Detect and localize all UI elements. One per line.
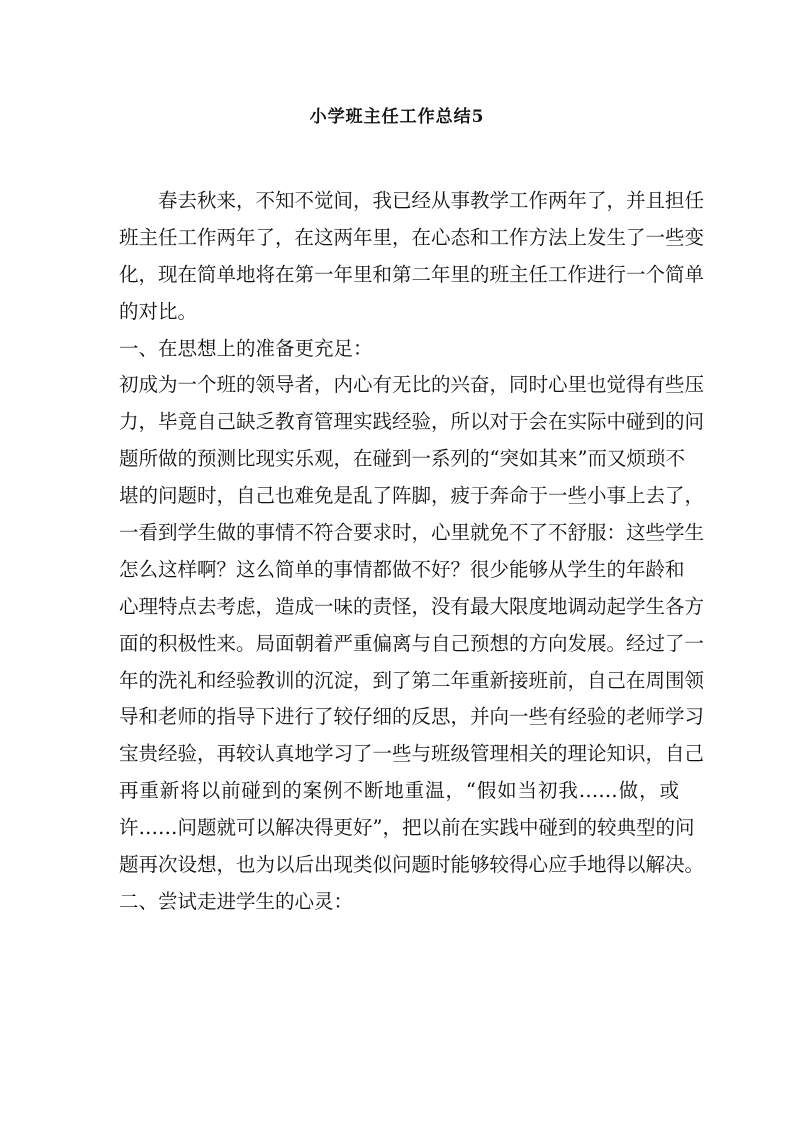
body-line: 导和老师的指导下进行了较仔细的反思，并向一些有经验的老师学习 (119, 705, 705, 729)
body-line: 堪的问题时，自己也难免是乱了阵脚，疲于奔命于一些小事上去了， (119, 484, 705, 508)
body-line: 许……问题就可以解决得更好”，把以前在实践中碰到的较典型的问 (119, 816, 695, 840)
paragraph-first-line: 春去秋来，不知不觉间，我已经从事教学工作两年了，并且担任 (158, 189, 705, 212)
body-line-short: 一、在思想上的准备更充足： (119, 336, 373, 360)
document-body (119, 183, 705, 921)
body-line-short: 二、尝试走进学生的心灵： (119, 889, 354, 913)
body-line-short: 的对比。 (119, 299, 198, 323)
body-line: 班主任工作两年了，在这两年里，在心态和工作方法上发生了一些变 (119, 225, 705, 249)
body-line: 初成为一个班的领导者，内心有无比的兴奋，同时心里也觉得有些压 (119, 373, 705, 397)
body-line: 题所做的预测比现实乐观，在碰到一系列的“突如其来”而又烦琐不 (119, 447, 685, 471)
body-line: 题再次设想，也为以后出现类似问题时能够较得心应手地得以解决。 (119, 853, 705, 877)
body-line: 一看到学生做的事情不符合要求时，心里就免不了不舒服：这些学生 (119, 521, 705, 545)
body-line: 面的积极性来。局面朝着严重偏离与自己预想的方向发展。经过了一 (119, 631, 705, 655)
body-line: 心理特点去考虑，造成一味的责怪，没有最大限度地调动起学生各方 (119, 594, 705, 618)
body-line: 化，现在简单地将在第一年里和第二年里的班主任工作进行一个简单 (119, 262, 705, 286)
body-line: 年的洗礼和经验教训的沉淀，到了第二年重新接班前，自己在周围领 (119, 668, 705, 692)
body-line: 怎么这样啊？这么简单的事情都做不好？很少能够从学生的年龄和 (119, 557, 685, 581)
document-title: 小学班主任工作总结5 (309, 107, 485, 127)
body-line: 力，毕竟自己缺乏教育管理实践经验，所以对于会在实际中碰到的问 (119, 410, 705, 434)
body-line: 宝贵经验，再较认真地学习了一些与班级管理相关的理论知识，自己 (119, 742, 705, 766)
body-line: 再重新将以前碰到的案例不断地重温，“假如当初我……做，或 (119, 779, 679, 803)
